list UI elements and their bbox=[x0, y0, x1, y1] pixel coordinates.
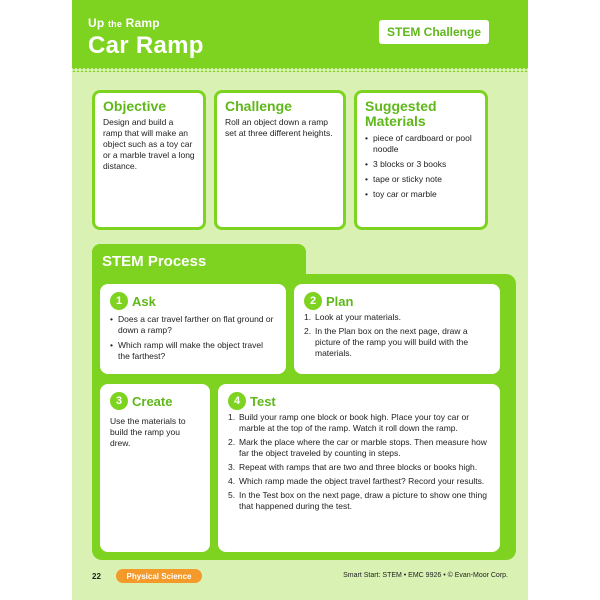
header-banner bbox=[72, 0, 528, 68]
ask-title: Ask bbox=[132, 293, 156, 309]
step-number-badge: 1 bbox=[110, 292, 128, 310]
worksheet-page bbox=[72, 0, 528, 600]
header-dot-border bbox=[72, 66, 528, 72]
create-title: Create bbox=[132, 393, 173, 409]
materials-title: Suggested Materials bbox=[365, 98, 437, 129]
challenge-card bbox=[214, 90, 346, 230]
list-item: • Does a car travel farther on flat ground or down a ramp? bbox=[110, 314, 276, 336]
list-item: • 3 blocks or 3 books bbox=[365, 159, 477, 170]
footer-credit: Smart Start: STEM • EMC 9926 • © Evan-Moor Corp. bbox=[343, 572, 508, 579]
objective-text: Design and build a ramp that will make an object such as a toy car or a marble travel a long distance. bbox=[103, 117, 195, 171]
list-item: 4. Which ramp made the object travel farthest? Record your results. bbox=[228, 476, 485, 486]
test-list bbox=[228, 412, 490, 512]
list-item: 1. Look at your materials. bbox=[304, 312, 401, 322]
page-title: Car Ramp bbox=[88, 32, 204, 59]
list-item: 1. Build your ramp one block or book high. Place your toy car or marble at the top of the ramp. Watch it roll down the ramp. bbox=[228, 412, 470, 433]
plan-card bbox=[294, 284, 500, 374]
test-title: Test bbox=[250, 393, 276, 409]
list-item: • tape or sticky note bbox=[365, 174, 477, 185]
challenge-text: Roll an object down a ramp set at three different heights. bbox=[225, 117, 333, 138]
list-item: • toy car or marble bbox=[365, 189, 477, 200]
list-item: • piece of cardboard or pool noodle bbox=[365, 133, 477, 155]
challenge-title: Challenge bbox=[225, 98, 292, 114]
ask-card bbox=[100, 284, 286, 374]
test-card bbox=[218, 384, 500, 552]
page-number: 22 bbox=[92, 572, 101, 581]
materials-list bbox=[365, 133, 477, 200]
list-item: 3. Repeat with ramps that are two and three blocks or books high. bbox=[228, 462, 478, 472]
objective-title: Objective bbox=[103, 98, 167, 114]
step-number-badge: 2 bbox=[304, 292, 322, 310]
plan-title: Plan bbox=[326, 293, 354, 309]
list-item: 5. In the Test box on the next page, draw a picture to show one thing that happened during the test. bbox=[228, 490, 487, 511]
series-title: Up the Ramp bbox=[88, 16, 160, 30]
ask-list bbox=[110, 314, 276, 362]
materials-card bbox=[354, 90, 488, 230]
step-number-badge: 4 bbox=[228, 392, 246, 410]
objective-card bbox=[92, 90, 206, 230]
list-item: 2. Mark the place where the car or marble stops. Then measure how far the object traveled by counting in steps. bbox=[228, 437, 487, 458]
create-text: Use the materials to build the ramp you drew. bbox=[110, 416, 186, 448]
step-number-badge: 3 bbox=[110, 392, 128, 410]
subject-badge: Physical Science bbox=[116, 569, 202, 583]
stem-challenge-badge: STEM Challenge bbox=[379, 20, 489, 44]
plan-list bbox=[304, 312, 490, 359]
create-card bbox=[100, 384, 210, 552]
stem-process-heading: STEM Process bbox=[92, 244, 306, 280]
list-item: • Which ramp will make the object travel the farthest? bbox=[110, 340, 276, 362]
list-item: 2. In the Plan box on the next page, draw a picture of the ramp you will build with the materials. bbox=[304, 326, 469, 358]
